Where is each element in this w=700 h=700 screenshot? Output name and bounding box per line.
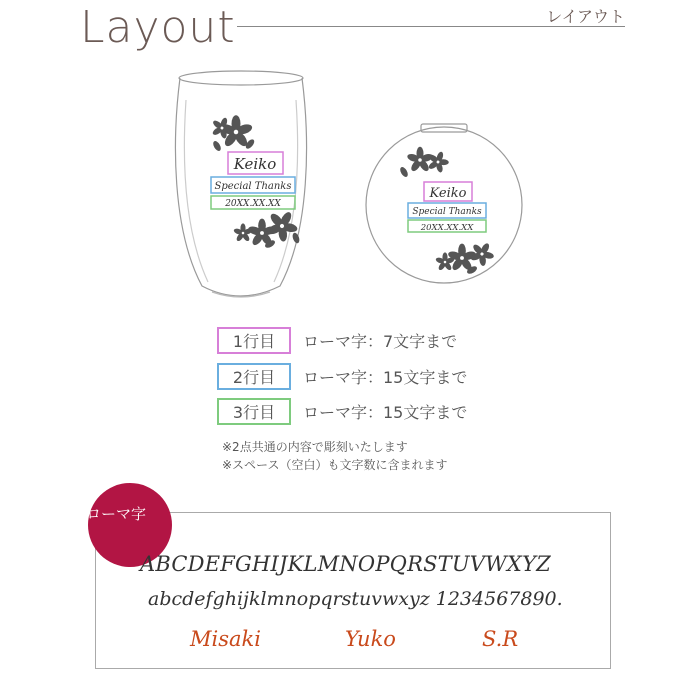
sample-lowercase: abcdefghijklmnopqrstuvwxyz 1234567890. — [148, 588, 563, 610]
sample-name-3: S.R — [482, 627, 519, 651]
header-title: Layout — [80, 2, 236, 53]
tumbler-line3: 20XX.XX.XX — [225, 199, 281, 209]
note-1: ※2点共通の内容で彫刻いたします — [222, 440, 408, 454]
tumbler-line1: Keiko — [233, 155, 277, 173]
legend-line1-label: 1行目 — [217, 327, 291, 354]
sample-name-2: Yuko — [345, 627, 396, 651]
legend-row-3 — [217, 397, 467, 426]
legend-line2-text: ローマ字：15文字まで — [303, 368, 468, 387]
legend-row-2 — [217, 362, 467, 391]
product-illustration — [0, 0, 700, 320]
header-subtitle: レイアウト — [546, 7, 625, 26]
legend-line3-text: ローマ字：15文字まで — [303, 403, 468, 422]
mirror-line2: Special Thanks — [412, 207, 482, 217]
roman-badge-label: ローマ字 — [86, 505, 147, 523]
sample-uppercase: ABCDEFGHIJKLMNOPQRSTUVWXYZ — [140, 552, 551, 576]
legend-line1-text: ローマ字：7文字まで — [303, 332, 458, 351]
legend-row-1 — [217, 326, 457, 355]
sample-name-1: Misaki — [190, 627, 261, 651]
mirror-line3: 20XX.XX.XX — [420, 223, 474, 233]
note-2: ※スペース（空白）も文字数に含まれます — [222, 458, 448, 472]
legend-line2-label: 2行目 — [217, 363, 291, 390]
mirror-line1: Keiko — [429, 186, 467, 201]
notes — [222, 438, 447, 474]
tumbler-line2: Special Thanks — [214, 181, 292, 192]
legend-line3-label: 3行目 — [217, 398, 291, 425]
